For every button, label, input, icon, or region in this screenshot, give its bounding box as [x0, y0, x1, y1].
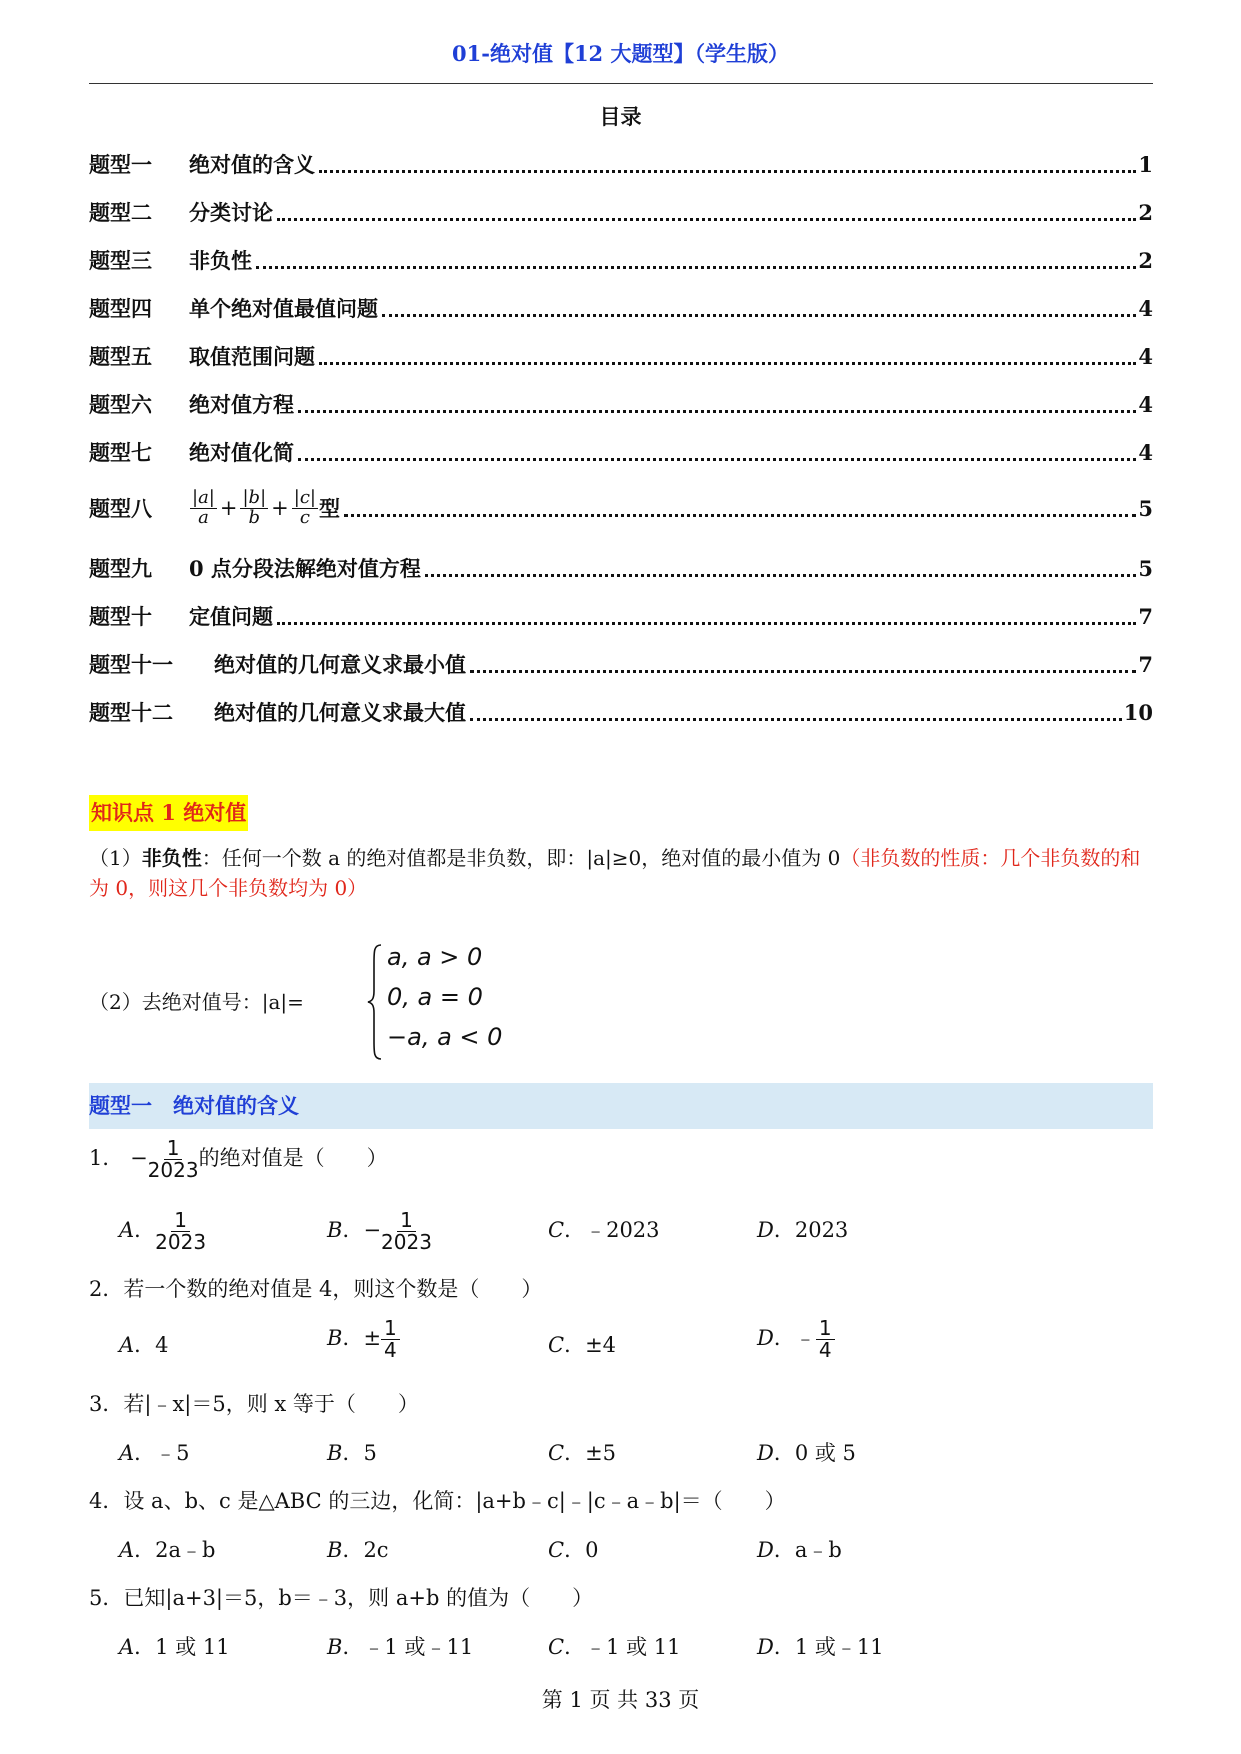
case-positive: a, a > 0: [387, 943, 483, 971]
toc-item-page: 4: [1138, 295, 1153, 321]
toc-item-page: 7: [1138, 651, 1153, 677]
option-b[interactable]: B．± $\frac{1}{4}$: [327, 1318, 400, 1361]
toc-leader-dots: [425, 574, 1136, 577]
toc-item[interactable]: [89, 550, 1153, 586]
piecewise-cases: [367, 943, 507, 1063]
option-b[interactable]: B．﹣1 或﹣11: [327, 1635, 474, 1659]
toc-leader-dots: [470, 670, 1136, 673]
toc-leader-dots: [256, 266, 1136, 269]
question-1-stem: 1． − $\frac{1}{2023}$ 的绝对值是（ ）: [89, 1136, 388, 1182]
toc-item-number: 题型八: [89, 496, 152, 521]
toc-item[interactable]: [89, 290, 1153, 326]
fraction: $\frac{1}{2023}$: [381, 1208, 432, 1254]
toc-leader-dots: [277, 218, 1136, 221]
toc-item[interactable]: [89, 646, 1153, 682]
toc-heading: 目录: [599, 104, 642, 129]
header-divider: [89, 83, 1153, 84]
toc-item-page: 1: [1138, 151, 1153, 177]
toc-item[interactable]: [89, 434, 1153, 470]
question-5-stem: 5．已知|a+3|＝5，b＝﹣3，则 a+b 的值为（ ）: [89, 1586, 594, 1610]
option-d[interactable]: D．0 或 5: [757, 1441, 856, 1465]
fraction: $\frac{1}{2023}$: [155, 1208, 207, 1254]
toc-item-title: 型: [318, 496, 340, 521]
toc-leader-dots: [319, 362, 1136, 365]
toc-item-title: 取值范围问题: [189, 344, 315, 369]
toc-item-page: 5: [1138, 495, 1153, 521]
option-b[interactable]: B．5: [327, 1441, 377, 1465]
toc-item-number: 题型十: [89, 604, 152, 629]
toc-item-number: 题型六: [89, 392, 152, 417]
toc-item[interactable]: [89, 598, 1153, 634]
toc-item[interactable]: 题型八 $\frac{|a|}{a}$ + $\frac{|b|}{b}$ + $\frac{|c|}{c}$ 型 5: [89, 486, 1153, 528]
toc-item-title: 绝对值的几何意义求最大值: [214, 700, 466, 725]
fraction-c: $\frac{|c|}{c}$: [293, 486, 316, 528]
fraction: $\frac{1}{4}$: [816, 1318, 835, 1361]
toc-item[interactable]: [89, 386, 1153, 422]
toc-leader-dots: [277, 622, 1136, 625]
toc-item-page: 4: [1138, 343, 1153, 369]
toc-item-page: 2: [1138, 247, 1153, 273]
toc-item-title: 绝对值方程: [189, 392, 294, 417]
fraction-b: $\frac{|b|}{b}$: [242, 486, 267, 528]
option-c[interactable]: C．﹣1 或 11: [548, 1635, 681, 1659]
toc-item-page: 2: [1138, 199, 1153, 225]
option-b[interactable]: B．− $\frac{1}{2023}$: [327, 1208, 432, 1254]
toc-item-page: 4: [1138, 439, 1153, 465]
page-footer: 第 1 页 共 33 页: [541, 1688, 700, 1712]
option-d[interactable]: D．﹣ $\frac{1}{4}$: [757, 1318, 835, 1361]
bold-term: 非负性: [141, 846, 202, 870]
toc-item[interactable]: [89, 194, 1153, 230]
case-negative: −a, a < 0: [387, 1023, 503, 1051]
option-c[interactable]: C．﹣2023: [548, 1218, 660, 1242]
toc-item-number: 题型五: [89, 344, 152, 369]
option-c[interactable]: C．±5: [548, 1441, 617, 1465]
toc-item-number: 题型一: [89, 152, 152, 177]
toc-item-page: 10: [1123, 699, 1153, 725]
toc-leader-dots: [382, 314, 1136, 317]
toc-item-number: 题型九: [89, 556, 152, 581]
toc-item[interactable]: [89, 242, 1153, 278]
option-a[interactable]: A．4: [119, 1333, 169, 1357]
toc-item-title: 分类讨论: [189, 200, 273, 225]
toc-item-page: 7: [1138, 603, 1153, 629]
toc-leader-dots: [470, 718, 1122, 721]
toc-item-title: 绝对值的含义: [189, 152, 315, 177]
option-a[interactable]: A．2a﹣b: [119, 1538, 216, 1562]
option-d[interactable]: D．2023: [757, 1218, 849, 1242]
toc-item-number: 题型七: [89, 440, 152, 465]
toc-leader-dots: [298, 458, 1136, 461]
fraction: $\frac{1}{2023}$: [147, 1136, 199, 1182]
knowledge-point-title: 知识点 1 绝对值: [89, 795, 248, 831]
toc-item-title: 绝对值的几何意义求最小值: [214, 652, 466, 677]
option-c[interactable]: C．0: [548, 1538, 599, 1562]
section-title: 题型一 绝对值的含义: [89, 1093, 299, 1118]
option-a[interactable]: A． $\frac{1}{2023}$: [119, 1208, 207, 1254]
toc-item-page: 5: [1138, 555, 1153, 581]
question-4-stem: 4．设 a、b、c 是△ABC 的三边，化简：|a+b﹣c|﹣|c﹣a﹣b|＝（ ）: [89, 1489, 786, 1513]
left-brace-icon: [367, 943, 383, 1061]
option-a[interactable]: A．﹣5: [119, 1441, 190, 1465]
toc-item-title: 绝对值化简: [189, 440, 294, 465]
toc-item-title: 单个绝对值最值问题: [189, 296, 378, 321]
toc-item-number: 题型十一: [89, 652, 173, 677]
toc-item-number: 题型十二: [89, 700, 173, 725]
toc-item[interactable]: [89, 146, 1153, 182]
toc-item-number: 题型三: [89, 248, 152, 273]
toc-leader-dots: [319, 170, 1136, 173]
fraction: $\frac{1}{4}$: [381, 1318, 400, 1361]
toc-item-number: 题型二: [89, 200, 152, 225]
document-title: 01-绝对值【12 大题型】（学生版）: [452, 41, 789, 66]
fraction-a: $\frac{|a|}{a}$: [192, 486, 215, 528]
toc-item[interactable]: [89, 338, 1153, 374]
option-b[interactable]: B．2c: [327, 1538, 389, 1562]
toc-item-title: 0 点分段法解绝对值方程: [189, 556, 421, 581]
knowledge-paragraph-2: （2）去绝对值号：|a|=: [89, 990, 304, 1014]
option-d[interactable]: D．a﹣b: [757, 1538, 842, 1562]
option-a[interactable]: A．1 或 11: [119, 1635, 230, 1659]
knowledge-paragraph-1: （1）非负性：任何一个数 a 的绝对值都是非负数，即：|a|≥0，绝对值的最小值为 0（非负数的性质：几个非负数的和为 0，则这几个非负数均为 0）: [89, 846, 1141, 900]
question-3-stem: 3．若|﹣x|＝5，则 x 等于（ ）: [89, 1392, 419, 1416]
toc-item[interactable]: [89, 694, 1153, 730]
toc-item-number: 题型四: [89, 296, 152, 321]
toc-leader-dots: [344, 514, 1136, 517]
toc-item-title: 定值问题: [189, 604, 273, 629]
case-zero: 0, a = 0: [387, 983, 483, 1011]
toc-item-page: 4: [1138, 391, 1153, 417]
option-c[interactable]: C．±4: [548, 1333, 617, 1357]
question-2-stem: 2．若一个数的绝对值是 4，则这个数是（ ）: [89, 1277, 543, 1301]
option-d[interactable]: D．1 或﹣11: [757, 1635, 884, 1659]
toc-leader-dots: [298, 410, 1136, 413]
note-red: （非负数的性质：几个非负数的和为 0，则这几个非负数均为 0）: [89, 846, 1141, 900]
toc-item-title: 非负性: [189, 248, 252, 273]
